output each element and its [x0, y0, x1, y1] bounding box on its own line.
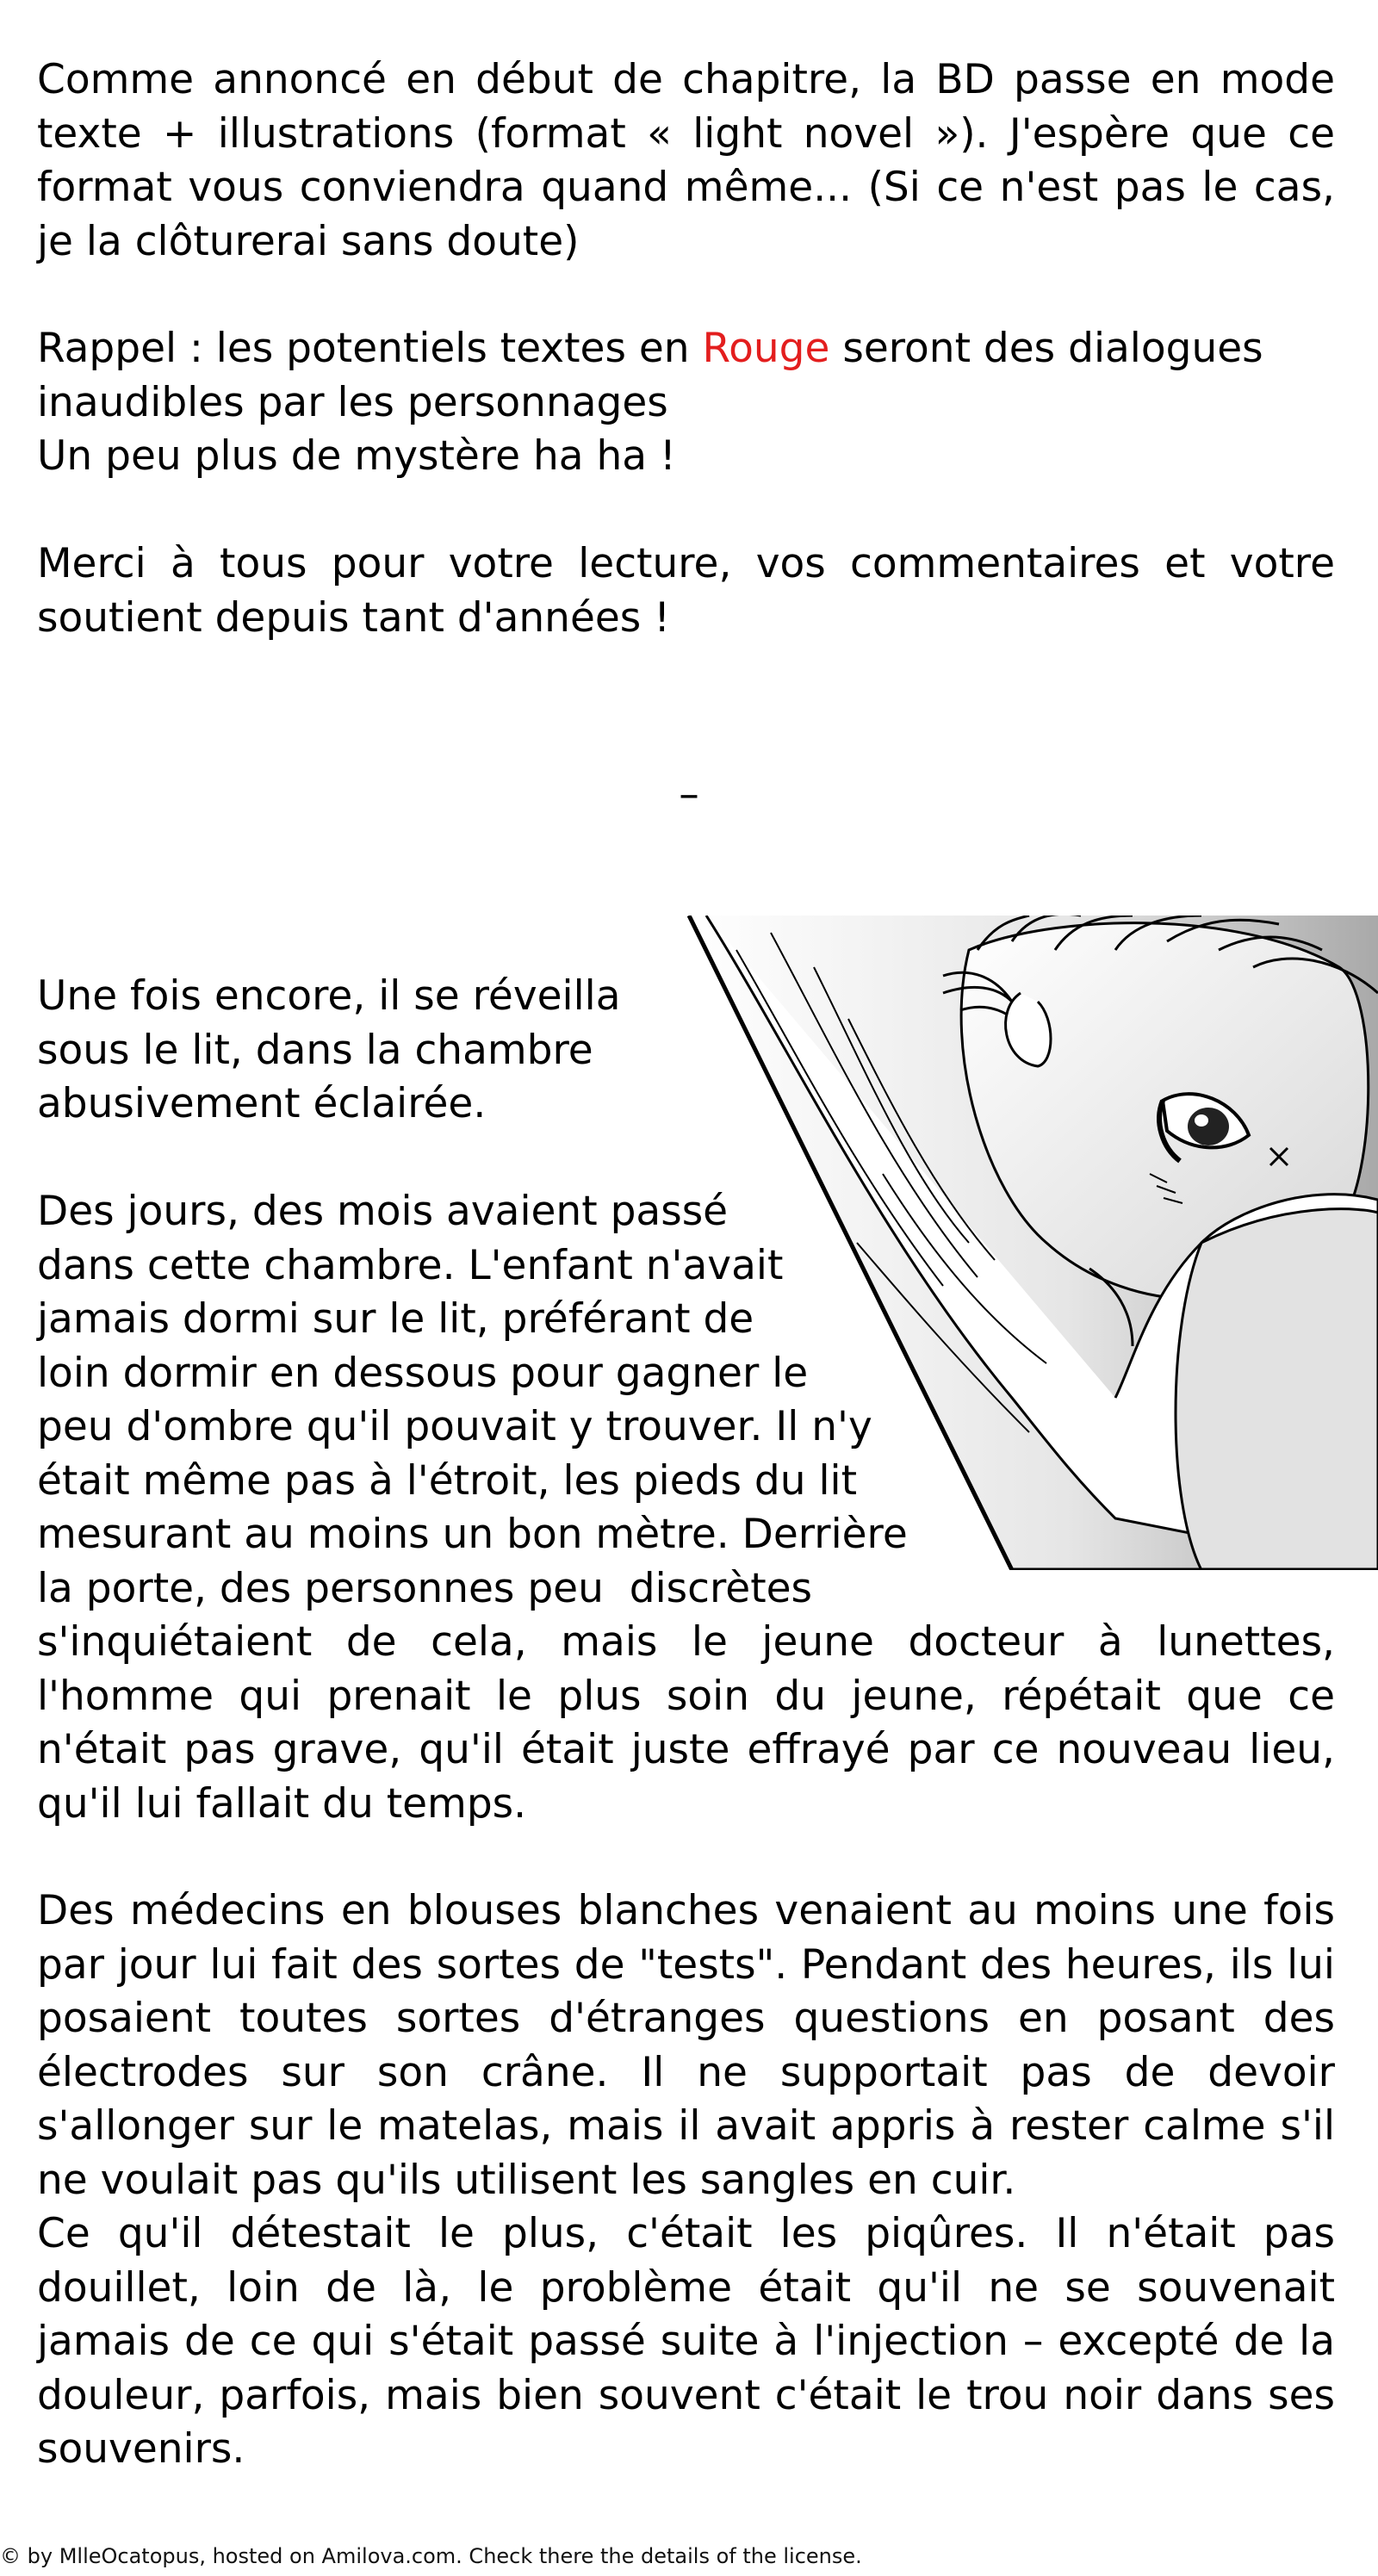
intro-paragraph-3 [37, 537, 1335, 645]
story-p2-line: la porte, des personnes peu discrètes [37, 1564, 813, 1612]
story-p2-line: mesurant au moins un bon mètre. Derrière [37, 1511, 908, 1558]
story-p2-line: jamais dormi sur le lit, préférant de [37, 1295, 754, 1343]
story-lower-block [37, 1884, 1335, 2477]
rappel-line-3: Un peu plus de mystère ha ha ! [37, 432, 676, 480]
intro-rappel [37, 322, 1335, 484]
rappel-before: Rappel : les potentiels textes en [37, 325, 703, 372]
rappel-line-1 [37, 322, 1335, 376]
rappel-after: seront des dialogues [829, 325, 1263, 372]
story-p3: Des médecins en blouses blanches venaient au moins une fois par jour lui fait des sortes de "tests". Pendant des heures, ils lui posaient toutes sortes d'étranges questions en posant des électrodes sur son crâne. Il ne supportait pas de devoir s'allonger sur le matelas, mais il avait appris à rester calme s'il ne voulait pas qu'ils utilisent les sangles en cuir. [37, 1887, 1335, 2204]
story-p2-line: peu d'ombre qu'il pouvait y trouver. Il n'y [37, 1403, 872, 1450]
rappel-line-2: inaudibles par les personnages [37, 378, 668, 426]
rappel-red-word: Rouge [702, 325, 830, 372]
license-footer: © by MlleOcatopus, hosted on Amilova.com. Check there the details of the license. [0, 2544, 862, 2568]
story-p1-line: sous le lit, dans la chambre [37, 1026, 593, 1074]
story-p4: Ce qu'il détestait le plus, c'était les piqûres. Il n'était pas douillet, loin de là, le problème était qu'il ne se souvenait jamais de ce qui s'était passé suite à l'injection – excepté de la douleur, parfois, mais bien souvent c'était le trou noir dans ses souvenirs. [37, 2210, 1335, 2473]
story-p2-continued [37, 1616, 1335, 1831]
story-p1-line: Une fois encore, il se réveilla [37, 972, 621, 1020]
separator-dash: – [679, 771, 699, 818]
intro-text-1: Comme annoncé en début de chapitre, la BD passe en mode texte + illustrations (format « light novel »). J'espère que ce format vous conviendra quand même... (Si ce n'est pas le cas, je la clôturerai sans doute) [37, 56, 1335, 265]
story-p2-line: loin dormir en dessous pour gagner le [37, 1349, 809, 1397]
story-top-block [37, 970, 950, 1616]
story-p2-rest: s'inquiétaient de cela, mais le jeune docteur à lunettes, l'homme qui prenait le plus soin du jeune, répétait que ce n'était pas grave, qu'il était juste effrayé par ce nouveau lieu, qu'il lui fallait du temps. [37, 1618, 1335, 1828]
story-p2-line: Des jours, des mois avaient passé [37, 1188, 729, 1235]
intro-text-3: Merci à tous pour votre lecture, vos commentaires et votre soutient depuis tant d'années ! [37, 540, 1335, 642]
story-p2-line: était même pas à l'étroit, les pieds du lit [37, 1456, 858, 1505]
intro-paragraph-1 [37, 53, 1335, 269]
story-p2-line: dans cette chambre. L'enfant n'avait [37, 1241, 784, 1289]
story-p1-line: abusivement éclairée. [37, 1080, 487, 1127]
